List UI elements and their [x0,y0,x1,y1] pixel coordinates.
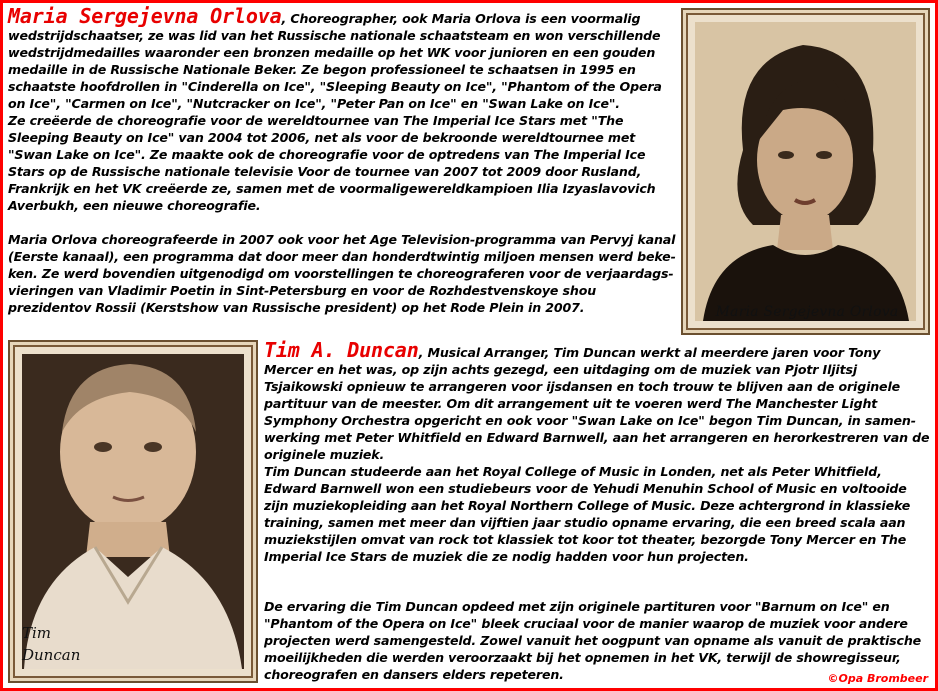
duncan-photo-caption [22,622,80,666]
duncan-paragraph-3: De ervaring die Tim Duncan opdeed met zijn originele partituren voor "Barnum on Ice" en "Phantom of the Opera on Ice" bleek cruciaal voor de manier waarop de muziek voor andere projecten werd samengesteld. Zowel vanuit het oogpunt van opname als vanuit de praktische moeilijkheden die werden veroorzaakt bij het opnemen in het VK, terwijl de showregisseur, choreografen en dansers elders repeteren. [264,599,922,682]
orlova-paragraph-1-text: , Choreographer, ook Maria Orlova is een voormalig wedstrijdschaatser, ze was lid van het Russische nationale schaatsteam en won verschillende wedstrijdmedailles waaronder een bronzen medaille op het WK voor junioren en een gouden medaille in de Russische Nationale Beker. Ze begon professioneel te schaatsen in 1995 en schaatste hoofdrollen in "Cinderella on Ice", "Sleeping Beauty on Ice", "Phantom of the Opera on Ice", "Carmen on Ice", "Nutcracker on Ice", "Peter Pan on Ice" en "Swan Lake on Ice". [8,11,662,111]
orlova-portrait-image [683,10,928,333]
duncan-section [264,338,932,565]
orlova-paragraph-3: Maria Orlova choreografeerde in 2007 ook voor het Age Television-programma van Pervyj kanal (Eerste kanaal), een programma dat door meer dan honderdtwintig miljoen mensen werd beke-ken. Ze werd bovendien uitgenodigd om voorstellingen te choreograferen voor de verjaardags-vieringen van Vladimir Poetin in Sint-Petersburg en voor de Rozhdestvenskoye shou prezidentov Rossii (Kerstshow van Russische president) op het Rode Plein in 2007. [8,232,676,315]
duncan-paragraph-2: Tim Duncan studeerde aan het Royal College of Music in Londen, net als Peter Whitfield, Edward Barnwell won een studiebeurs voor de Yehudi Menuhin School of Music en voltooide zijn muziekopleiding aan het Royal Northern College of Music. Deze achtergrond in klassieke training, samen met meer dan vijftien jaar studio opname ervaring, die een breed scala aan muziekstijlen omvat van rock tot klassiek tot koor tot theater, bezorgde Tony Mercer en The Imperial Ice Stars de muziek die ze nodig hadden voor hun projecten. [264,464,911,564]
orlova-photo [681,8,930,335]
orlova-paragraph-1 [8,4,676,112]
duncan-heading: Tim A. Duncan [264,338,419,362]
duncan-photo [8,340,258,683]
orlova-photo-caption: Maria Sergejevna Orlova [715,304,899,320]
orlova-paragraph-2: Ze creëerde de choreografie voor de wereldtournee van The Imperial Ice Stars met "The Sleeping Beauty on Ice" van 2004 tot 2006, net als voor de bekroonde wereldtournee met "Swan Lake on Ice". Ze maakte ook de choreografie voor de optredens van The Imperial Ice Stars op de Russische nationale televisie Voor de tournee van 2007 tot 2009 door Rusland, Frankrijk en het VK creëerde ze, samen met de voormaligewereldkampioen Ilia Izyaslavovich Averbukh, een nieuwe choreografie. [8,113,656,213]
duncan-paragraph-1-text: , Musical Arranger, Tim Duncan werkt al meerdere jaren voor Tony Mercer en het was, op zijn achts gezegd, een uitdaging om de muziek van Pjotr Iljitsj Tsjaikowski opnieuw te arrangeren voor ijsdansen en toch trouw te blijven aan de originele partituur van de meester. Om dit arrangement uit te voeren werd The Manchester Light Symphony Orchestra opgericht en ook voor "Swan Lake on Ice" begon Tim Duncan, in samen-werking met Peter Whitfield en Edward Barnwell, aan het arrangeren en herorkestreren van de originele muziek. [264,345,930,462]
duncan-caption-line1: Tim [22,624,52,642]
duncan-paragraph-1 [264,338,932,463]
duncan-caption-line2: Duncan [22,646,81,664]
duncan-section-continued [264,598,932,683]
orlova-section [8,4,676,316]
credit-label: ©Opa Brombeer [827,672,928,685]
orlova-heading: Maria Sergejevna Orlova [8,4,282,28]
